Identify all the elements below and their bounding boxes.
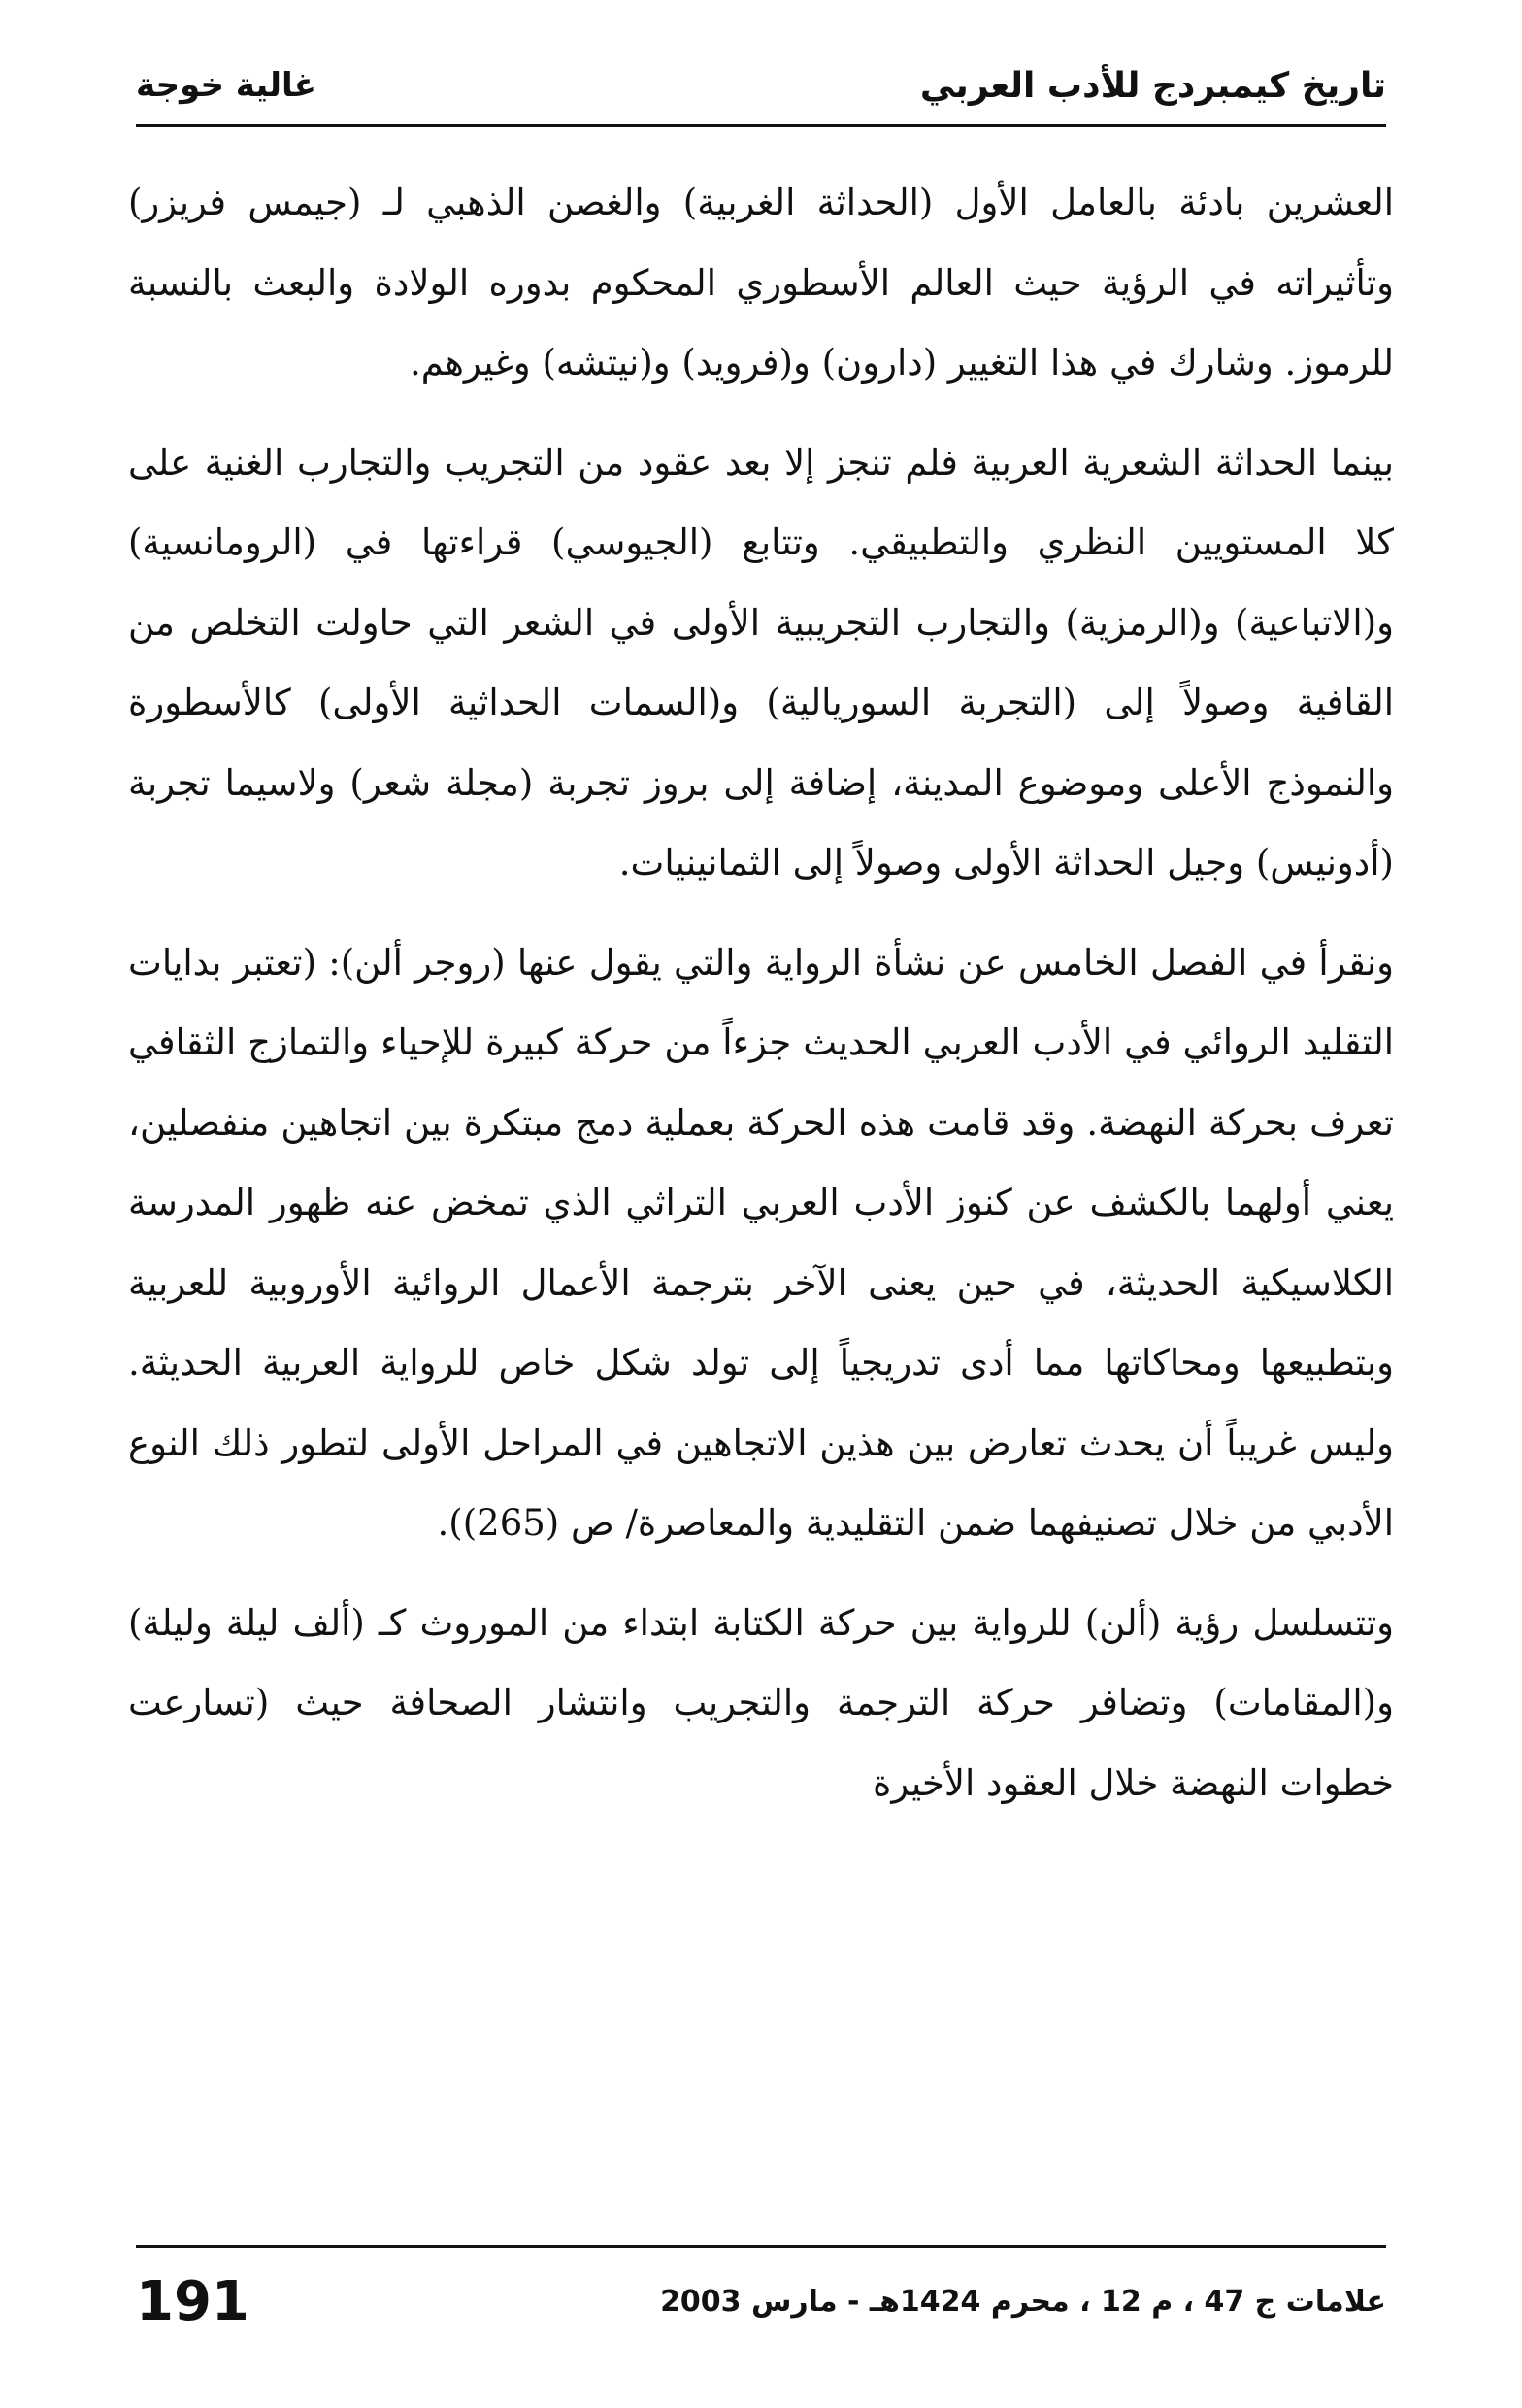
paragraph-3: ونقرأ في الفصل الخامس عن نشأة الرواية والتي يقول عنها (روجر ألن): (تعتبر بدايات التقليد الروائي في الأدب العربي الحديث جزءاً من حركة كبيرة للإحياء والتمازج الثقافي تعرف بحركة النهضة. وقد قامت هذه الحركة بعملية دمج مبتكرة بين اتجاهين منفصلين، يعني أولهما بالكشف عن كنوز الأدب العربي التراثي الذي تمخض عنه ظهور المدرسة الكلاسيكية الحديثة، في حين يعنى الآخر بترجمة الأعمال الروائية الأوروبية للعربية وبتطبيعها ومحاكاتها مما أدى تدريجياً إلى تولد شكل خاص للرواية العربية الحديثة. وليس غريباً أن يحدث تعارض بين هذين الاتجاهين في المراحل الأولى لتطور ذلك النوع الأدبي من خلال تصنيفهما ضمن التقليدية والمعاصرة/ ص (265)). bbox=[128, 941, 1394, 1544]
body-text bbox=[128, 163, 1394, 2241]
running-footer bbox=[136, 2245, 1386, 2355]
paragraph-4: وتتسلسل رؤية (ألن) للرواية بين حركة الكتابة ابتداء من الموروث كـ (ألف ليلة وليلة) و(المقامات) وتضافر حركة الترجمة والتجريب وانتشار الصحافة حيث (تسارعت خطوات النهضة خلال العقود الأخيرة bbox=[128, 1601, 1394, 1804]
footer-journal-info: علامات ج 47 ، م 12 ، محرم 1424هـ - مارس 2003 bbox=[660, 2284, 1386, 2319]
header-title: تاريخ كيمبردج للأدب العربي bbox=[919, 65, 1386, 106]
paragraph-1: العشرين بادئة بالعامل الأول (الحداثة الغربية) والغصن الذهبي لـ (جيمس فريزر) وتأثيراته في الرؤية حيث العالم الأسطوري المحكوم بدوره الولادة والبعث بالنسبة للرموز. وشارك في هذا التغيير (دارون) و(فرويد) و(نيتشه) وغيرهم. bbox=[128, 182, 1394, 384]
header-author: غالية خوجة bbox=[136, 66, 317, 105]
paragraph-2: بينما الحداثة الشعرية العربية فلم تنجز إلا بعد عقود من التجريب والتجارب الغنية على كلا المستويين النظري والتطبيقي. وتتابع (الجيوسي) قراءتها في (الرومانسية) و(الاتباعية) و(الرمزية) والتجارب التجريبية الأولى في الشعر التي حاولت التخلص من القافية وصولاً إلى (التجربة السوريالية) و(السمات الحداثية الأولى) كالأسطورة والنموذج الأعلى وموضوع المدينة، إضافة إلى بروز تجربة (مجلة شعر) ولاسيما تجربة (أدونيس) وجيل الحداثة الأولى وصولاً إلى الثمانينيات. bbox=[128, 441, 1394, 884]
page-number: 191 bbox=[136, 2269, 249, 2333]
running-header bbox=[136, 47, 1386, 127]
